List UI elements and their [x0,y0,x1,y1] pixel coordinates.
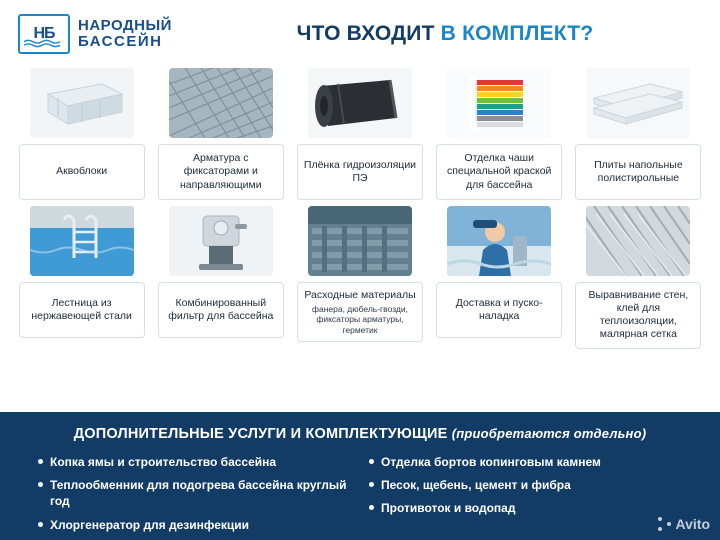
item-pe-film [294,68,425,200]
rebar-mesh-photo-icon [169,68,273,138]
logo-line-1: НАРОДНЫЙ [78,17,172,35]
page-title [228,22,702,46]
bullet-dot-icon [369,482,374,487]
logo-line-2: БАССЕЙН [78,33,163,50]
page-title-part2: В КОМПЛЕКТ? [440,22,594,45]
bullet-dot-icon [38,459,43,464]
avito-watermark-label: Avito [675,516,710,532]
list-item-label: Теплообменник для подогрева бассейна круглый год [50,478,347,509]
item-wall-leveling [573,206,704,349]
polystyrene-boards-photo-icon [586,68,690,138]
stainless-ladder-photo-icon [30,206,134,276]
list-item [369,477,682,493]
item-consumables [294,206,425,349]
logo-mark-icon [18,14,70,54]
list-item-label: Отделка бортов копинговым камнем [381,455,601,469]
item-pool-paint [434,68,565,200]
item-caption: Лестница из нержавеющей стали [19,282,145,338]
bullet-dot-icon [369,459,374,464]
list-item [369,500,682,516]
list-item [38,477,351,509]
item-ladder [16,206,147,349]
avito-watermark [658,516,710,532]
bullet-dot-icon [38,482,43,487]
items-grid-row-1 [0,68,720,200]
footer-title [22,426,698,442]
list-item-label: Песок, щебень, цемент и фибра [381,478,571,493]
list-item [38,454,351,470]
item-caption: Отделка чаши специальной краской для бассейна [436,144,562,200]
wall-leveling-photo-icon [586,206,690,276]
consumables-photo-icon [308,206,412,276]
item-caption: Выравнивание стен, клей для теплоизоляции, малярная сетка [575,282,701,349]
footer-column-right [369,454,682,540]
item-caption: Аквоблоки [19,144,145,200]
aquablock-photo-icon [30,68,134,138]
logo-mark-text: НБ [33,25,55,42]
wave-icon [24,39,64,48]
pe-film-roll-photo-icon [308,68,412,138]
footer-additional-services [0,412,720,540]
list-item [369,454,682,470]
footer-title-main: ДОПОЛНИТЕЛЬНЫЕ УСЛУГИ И КОМПЛЕКТУЮЩИЕ [73,426,448,442]
item-caption-main: Расходные материалы [304,289,416,301]
paint-color-chart-photo-icon [447,68,551,138]
bullet-dot-icon [369,505,374,510]
footer-title-note: (приобретаются отдельно) [451,426,647,441]
items-grid-row-2 [0,206,720,349]
item-rebar [155,68,286,200]
item-polystyrene-boards [573,68,704,200]
item-filter [155,206,286,349]
item-caption: Плиты напольные полистирольные [575,144,701,200]
item-caption: Доставка и пуско-наладка [436,282,562,338]
item-aquablocks [16,68,147,200]
item-delivery [434,206,565,349]
bullet-dot-icon [38,522,43,527]
logo-wordmark [78,18,172,50]
list-item-label: Противоток и водопад [381,501,516,516]
list-item-label: Хлоргенератор для дезинфекции [50,517,250,532]
avito-logo-icon [658,517,672,531]
list-item [38,517,351,533]
list-item-label: Копка ямы и строительство бассейна [50,455,277,469]
item-caption: Плёнка гидроизоляции ПЭ [297,144,423,200]
delivery-setup-photo-icon [447,206,551,276]
item-caption: Комбинированный фильтр для бассейна [158,282,284,338]
brand-logo [18,14,228,54]
item-caption-sub: фанера, дюбель-гвозди, фиксаторы арматуры, герметик [311,304,408,335]
item-caption: Арматура с фиксаторами и направляющими [158,144,284,200]
page-title-part1: ЧТО ВХОДИТ [296,22,435,45]
footer-columns [22,454,698,540]
footer-column-left [38,454,351,540]
header [0,0,720,68]
item-caption [297,282,423,342]
combined-filter-photo-icon [169,206,273,276]
